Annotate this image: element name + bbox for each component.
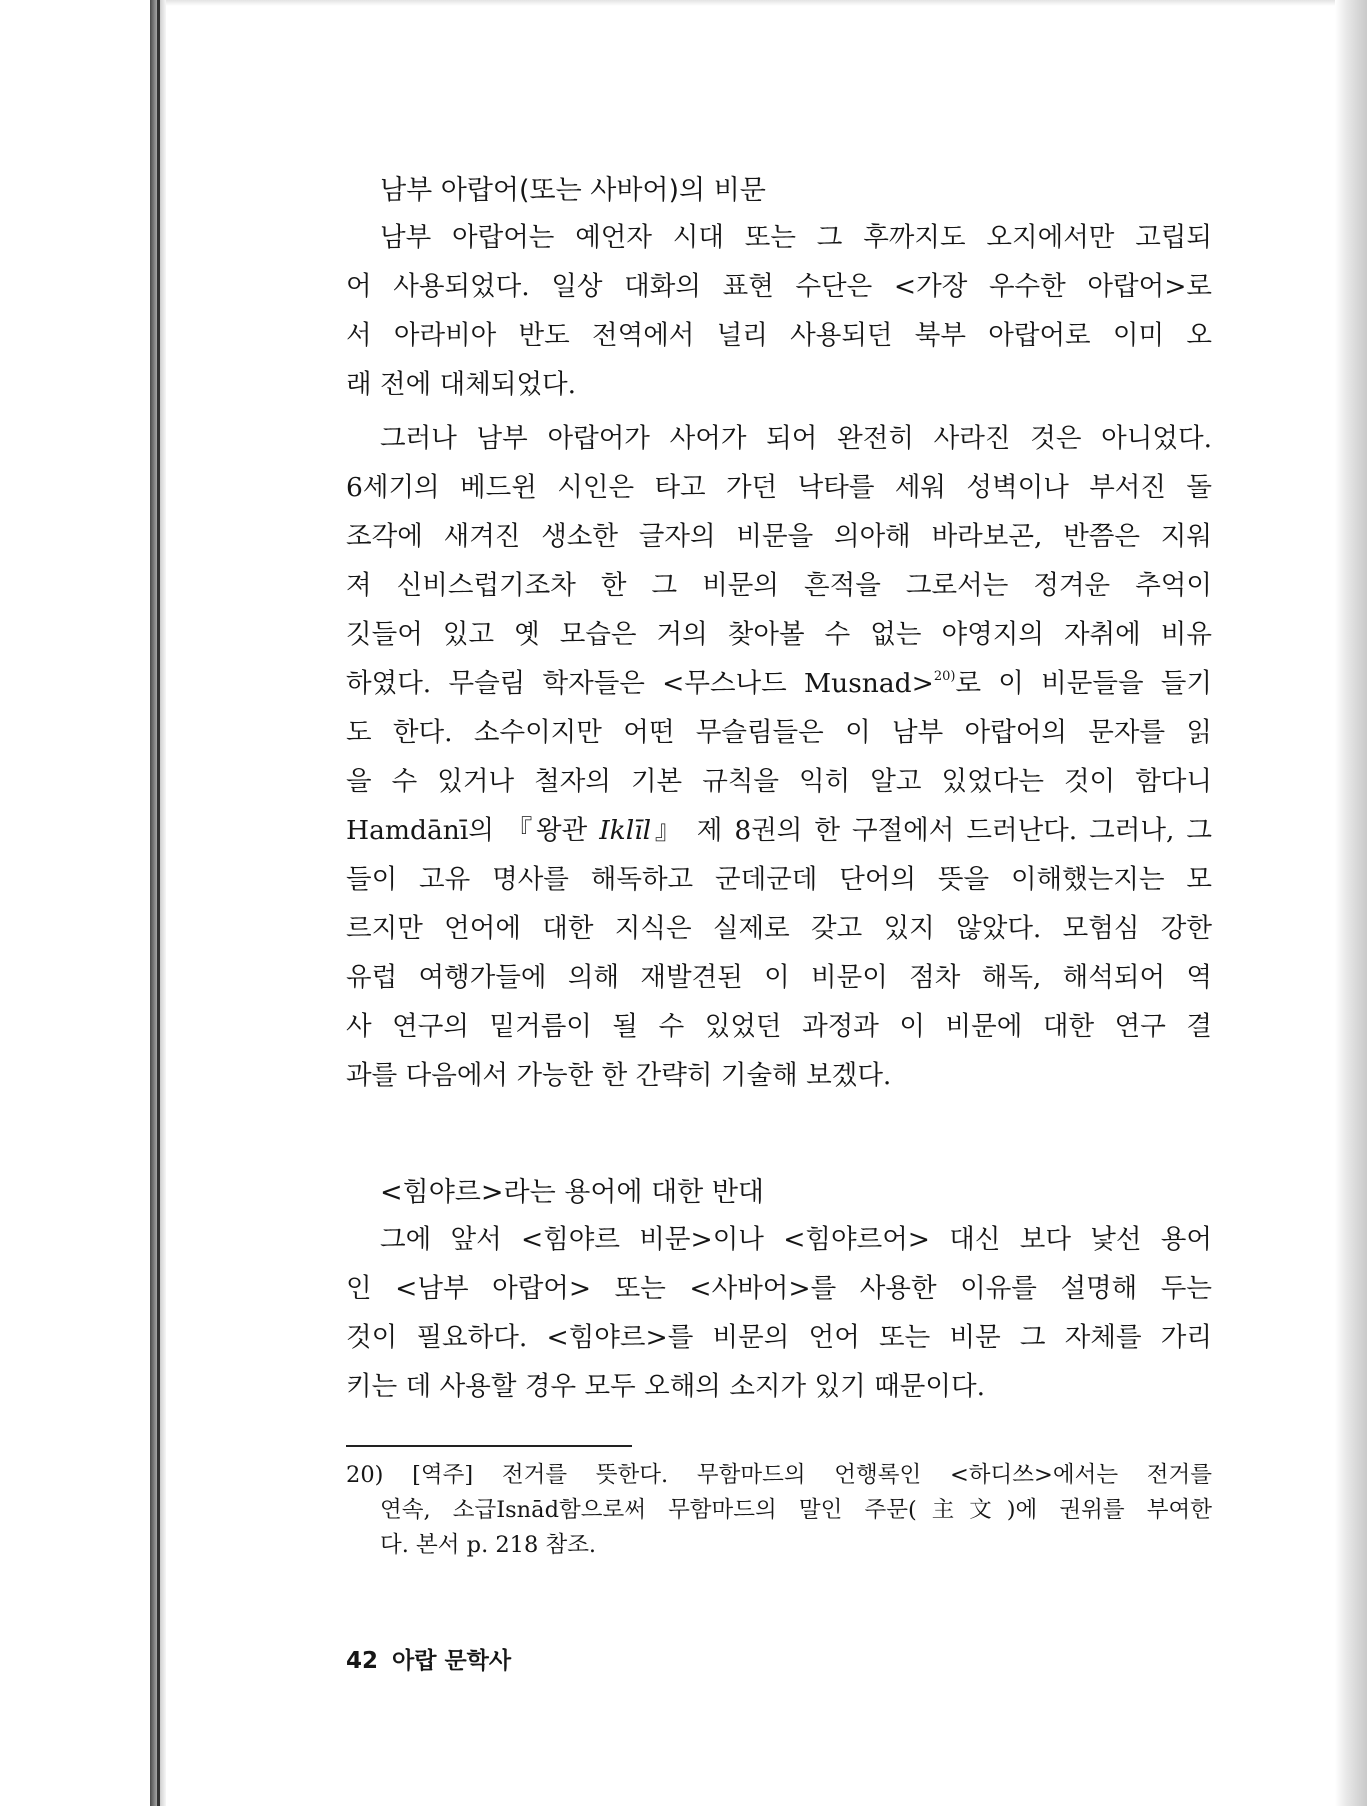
paragraph-line: 르지만 언어에 대한 지식은 실제로 갖고 있지 않았다. 모험심 강한 xyxy=(346,913,1212,944)
paragraph-line: 깃들어 있고 옛 모습은 거의 찾아볼 수 없는 야영지의 자취에 비유 xyxy=(346,619,1212,650)
page-number: 42 xyxy=(346,1648,379,1674)
footnote-line: 20) [역주] 전거를 뜻한다. 무함마드의 언행록인 <하디쓰>에서는 전거를 xyxy=(346,1462,1212,1488)
text-span: 로 이 비문들을 들기 xyxy=(955,668,1212,699)
paragraph-line: 사 연구의 밑거름이 될 수 있었던 과정과 이 비문에 대한 연구 결 xyxy=(346,1011,1212,1042)
paragraph-line: 어 사용되었다. 일상 대화의 표현 수단은 <가장 우수한 아랍어>로 xyxy=(346,271,1212,302)
text-span: 하였다. 무슬림 학자들은 <무스나드 Musnad> xyxy=(346,668,934,699)
footnote-line: 연속, 소급Isnād함으로써 무함마드의 말인 주문(主文)에 권위를 부여한 xyxy=(380,1497,1212,1523)
text-span: Hamdānī의 『왕관 xyxy=(346,815,600,846)
paragraph-line: 그러나 남부 아랍어가 사어가 되어 완전히 사라진 것은 아니었다. xyxy=(380,423,1212,454)
paragraph-line: 서 아라비아 반도 전역에서 널리 사용되던 북부 아랍어로 이미 오 xyxy=(346,320,1212,351)
running-title: 아랍 문학사 xyxy=(392,1648,512,1674)
paragraph-line: 과를 다음에서 가능한 한 간략히 기술해 보겠다. xyxy=(346,1060,892,1091)
paragraph-line: 6세기의 베드윈 시인은 타고 가던 낙타를 세워 성벽이나 부서진 돌 xyxy=(346,472,1212,503)
page-footer xyxy=(346,1642,511,1675)
footnote-line: 다. 본서 p. 218 참조. xyxy=(380,1532,597,1558)
paragraph-line: 키는 데 사용할 경우 모두 오해의 소지가 있기 때문이다. xyxy=(346,1371,985,1402)
paragraph-line: 져 신비스럽기조차 한 그 비문의 흔적을 그로서는 정겨운 추억이 xyxy=(346,570,1212,601)
footnote-divider xyxy=(346,1445,632,1447)
page-top-edge xyxy=(150,0,1367,6)
paragraph-line: 조각에 새겨진 생소한 글자의 비문을 의아해 바라보곤, 반쯤은 지워 xyxy=(346,521,1212,552)
text-span: 』 제 8권의 한 구절에서 드러난다. 그러나, 그 xyxy=(651,815,1212,846)
italic-title: Iklīl xyxy=(599,815,652,846)
paragraph-line: 남부 아랍어는 예언자 시대 또는 그 후까지도 오지에서만 고립되 xyxy=(380,222,1212,253)
paragraph-line: 그에 앞서 <힘야르 비문>이나 <힘야르어> 대신 보다 낯선 용어 xyxy=(380,1224,1212,1255)
section-heading-himyar: <힘야르>라는 용어에 대한 반대 xyxy=(380,1177,764,1208)
binding-shadow-line xyxy=(157,0,160,1806)
paragraph-line: 래 전에 대체되었다. xyxy=(346,369,577,400)
section-heading-south-arabic: 남부 아랍어(또는 사바어)의 비문 xyxy=(380,175,766,206)
paragraph-line-musnad xyxy=(346,664,1212,704)
footnote-ref: 20) xyxy=(933,669,956,685)
paragraph-line: 유럽 여행가들에 의해 재발견된 이 비문이 점차 해독, 해석되어 역 xyxy=(346,962,1212,993)
paragraph-line-iklil xyxy=(346,811,1212,851)
paragraph-line: 것이 필요하다. <힘야르>를 비문의 언어 또는 비문 그 자체를 가리 xyxy=(346,1322,1212,1353)
paragraph-line: 을 수 있거나 철자의 기본 규칙을 익히 알고 있었다는 것이 함다니 xyxy=(346,766,1212,797)
paragraph-line: 들이 고유 명사를 해독하고 군데군데 단어의 뜻을 이해했는지는 모 xyxy=(346,864,1212,895)
paragraph-line: 인 <남부 아랍어> 또는 <사바어>를 사용한 이유를 설명해 두는 xyxy=(346,1273,1212,1304)
page-right-edge xyxy=(1335,0,1367,1806)
paragraph-line: 도 한다. 소수이지만 어떤 무슬림들은 이 남부 아랍어의 문자를 읽 xyxy=(346,717,1212,748)
